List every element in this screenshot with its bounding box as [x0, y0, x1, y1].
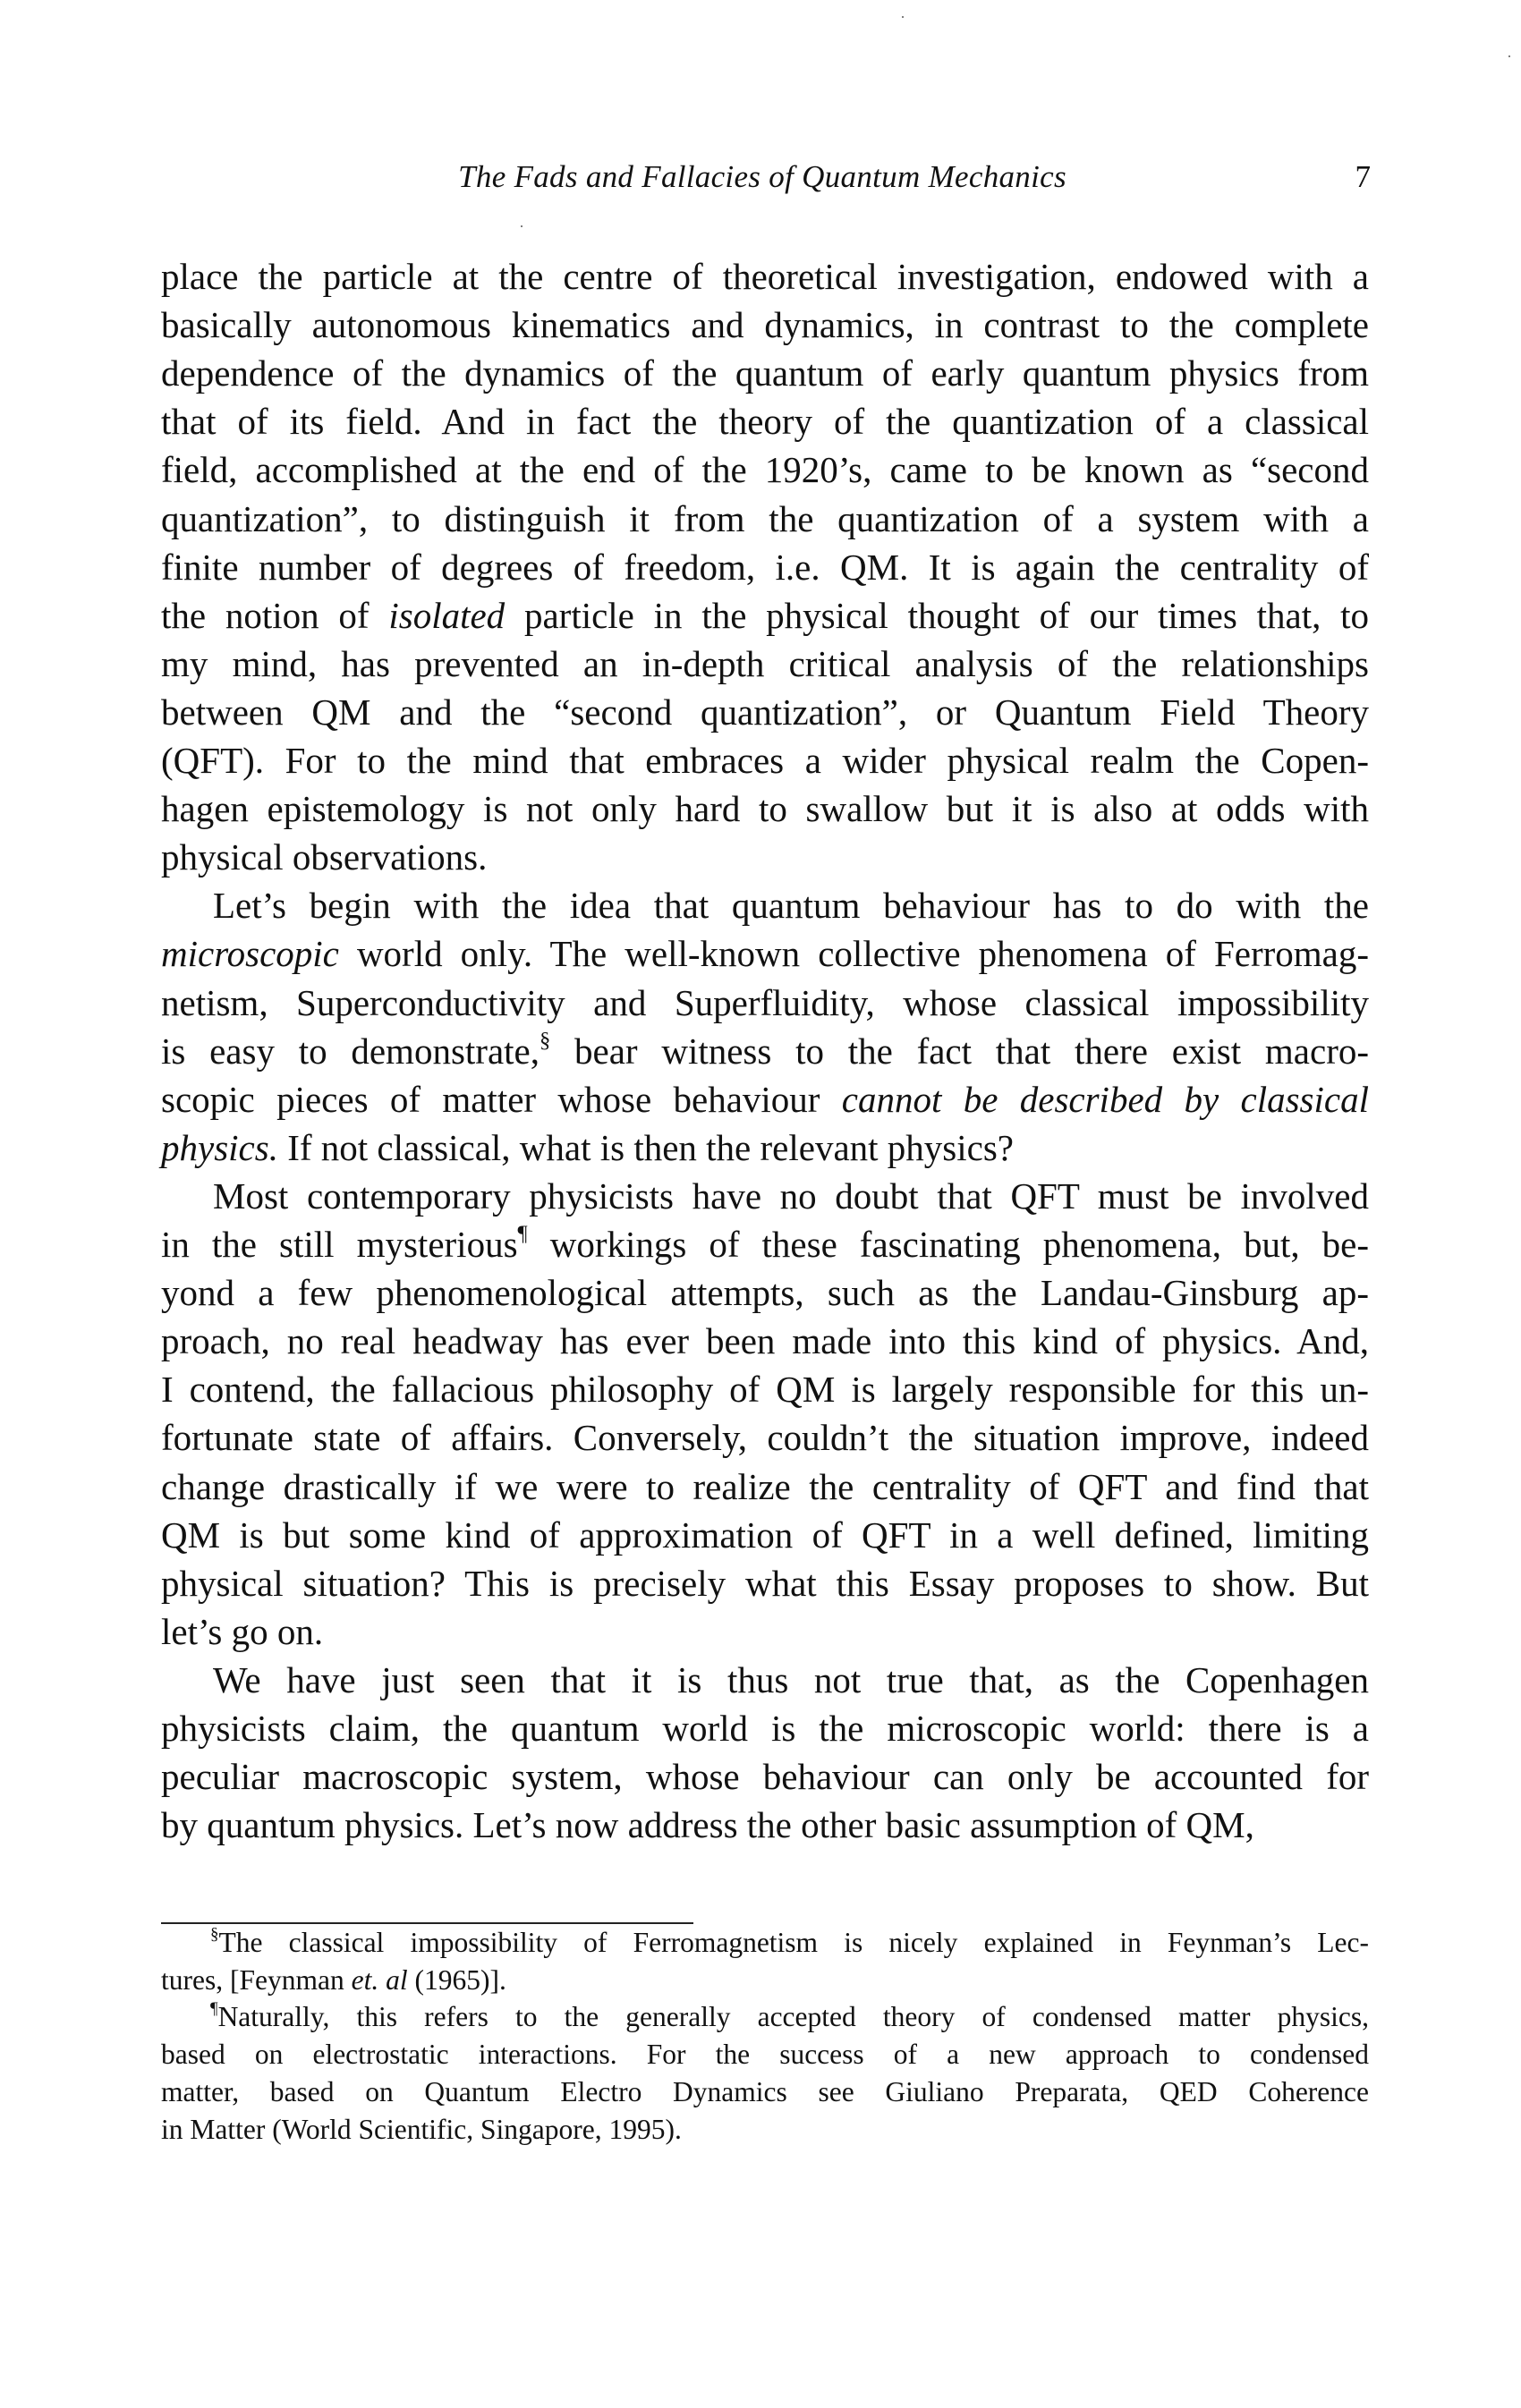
running-title: The Fads and Fallacies of Quantum Mechanics: [458, 159, 1066, 194]
text-line: [161, 1511, 1369, 1559]
text-line: [161, 1607, 1369, 1656]
text-run: dependence of the dynamics of the quantum of early quantum physics from: [161, 352, 1369, 394]
text-run: I contend, the fallacious philosophy of QM is largely responsible for this un-: [161, 1369, 1369, 1410]
text-run: hagen epistemology is not only hard to swallow but it is also at odds with: [161, 788, 1369, 829]
text-line: [161, 1413, 1369, 1462]
text-line: [161, 881, 1369, 929]
text-line: [161, 301, 1369, 349]
text-run: fortunate state of affairs. Conversely, couldn’t the situation improve, indeed: [161, 1417, 1369, 1458]
text-line: [161, 1463, 1369, 1511]
text-line: [161, 1365, 1369, 1413]
text-run: quantization”, to distinguish it from the quantization of a system with a: [161, 498, 1369, 539]
text-line: [161, 1220, 1369, 1268]
text-run: (QFT). For to the mind that embraces a wider physical realm the Copen-: [161, 740, 1369, 781]
text-run: finite number of degrees of freedom, i.e. QM. It is again the centrality of: [161, 547, 1369, 588]
text-run: between QM and the “second quantization”, or Quantum Field Theory: [161, 691, 1369, 733]
text-line: [161, 1317, 1369, 1365]
text-run: is easy to demonstrate,: [161, 1030, 540, 1072]
text-line: [161, 2073, 1369, 2111]
text-line: [161, 397, 1369, 445]
text-run: matter, based on Quantum Electro Dynamics see Giuliano Preparata, QED Coherence: [161, 2076, 1369, 2107]
text-line: [161, 543, 1369, 591]
text-line: [161, 1656, 1369, 1704]
text-line: [161, 1752, 1369, 1801]
text-line: [161, 445, 1369, 494]
page-number: 7: [1355, 159, 1371, 194]
italic-text: physics.: [161, 1127, 278, 1168]
text-run: by quantum physics. Let’s now address the other basic assumption of QM,: [161, 1804, 1254, 1845]
text-run: physical situation? This is precisely what this Essay proposes to show. But: [161, 1563, 1369, 1604]
text-run: If not classical, what is then the relevant physics?: [277, 1127, 1014, 1168]
italic-text: isolated: [388, 595, 506, 636]
text-run: bear witness to the fact that there exist macro-: [550, 1030, 1369, 1072]
text-run: basically autonomous kinematics and dynamics, in contrast to the complete: [161, 304, 1369, 345]
text-run: that of its field. And in fact the theory of the quantization of a classical: [161, 401, 1369, 442]
italic-text: cannot be described by classical: [841, 1079, 1369, 1120]
text-line: [161, 1172, 1369, 1220]
text-run: let’s go on.: [161, 1611, 324, 1652]
text-line: [161, 833, 1369, 881]
text-line: [161, 979, 1369, 1027]
text-run: physicists claim, the quantum world is the microscopic world: there is a: [161, 1708, 1369, 1749]
text-run: yond a few phenomenological attempts, such as the Landau-Ginsburg ap-: [161, 1272, 1369, 1313]
scan-speck: [521, 225, 523, 227]
text-line: [161, 1704, 1369, 1752]
text-line: [161, 1123, 1369, 1172]
text-run: particle in the physical thought of our times that, to: [505, 595, 1369, 636]
text-run: the notion of: [161, 595, 389, 636]
text-line: [161, 929, 1369, 978]
text-run: field, accomplished at the end of the 1920’s, came to be known as “second: [161, 449, 1369, 490]
scan-speck: [902, 16, 904, 18]
text-run: my mind, has prevented an in-depth critical analysis of the relationships: [161, 643, 1369, 684]
text-run: The classical impossibility of Ferromagnetism is nicely explained in Feynman’s Lec-: [218, 1927, 1369, 1958]
text-run: workings of these fascinating phenomena, but, be-: [527, 1224, 1370, 1265]
text-run: peculiar macroscopic system, whose behaviour can only be accounted for: [161, 1756, 1369, 1797]
text-run: world only. The well-known collective phenomena of Ferromag-: [338, 933, 1369, 974]
text-run: in the still mysterious: [161, 1224, 518, 1265]
text-run: netism, Superconductivity and Superfluidity, whose classical impossibility: [161, 982, 1369, 1023]
text-line: [161, 1998, 1369, 2036]
italic-text: microscopic: [161, 933, 339, 974]
text-line: [161, 495, 1369, 543]
text-line: [161, 591, 1369, 640]
text-line: [161, 2111, 1369, 2149]
running-head: [161, 157, 1371, 197]
text-line: [161, 1268, 1369, 1317]
text-line: [161, 1027, 1369, 1075]
footnote-marker: ¶: [210, 1998, 218, 2018]
italic-text: et. al: [351, 1964, 408, 1996]
text-line: [161, 1559, 1369, 1607]
text-run: Let’s begin with the idea that quantum behaviour has to do with the: [213, 885, 1369, 926]
text-run: tures, [Feynman: [161, 1964, 352, 1996]
text-run: change drastically if we were to realize the centrality of QFT and find that: [161, 1466, 1369, 1507]
text-run: QM is but some kind of approximation of QFT in a well defined, limiting: [161, 1514, 1369, 1556]
text-line: [161, 688, 1369, 736]
text-run: Most contemporary physicists have no doubt that QFT must be involved: [213, 1175, 1369, 1217]
text-run: We have just seen that it is thus not true that, as the Copenhagen: [213, 1659, 1369, 1700]
text-run: based on electrostatic interactions. For the success of a new approach to condensed: [161, 2039, 1369, 2070]
text-line: [161, 1962, 1369, 1999]
footnote-marker: §: [539, 1028, 551, 1053]
text-line: [161, 736, 1369, 784]
text-line: [161, 252, 1369, 301]
text-run: proach, no real headway has ever been made into this kind of physics. And,: [161, 1320, 1369, 1361]
text-line: [161, 1075, 1369, 1123]
text-run: (1965)].: [407, 1964, 506, 1996]
text-line: [161, 1801, 1369, 1849]
text-run: Naturally, this refers to the generally accepted theory of condensed matter physics,: [217, 2001, 1369, 2032]
scan-speck: [1508, 55, 1510, 57]
text-line: [161, 784, 1369, 833]
text-run: scopic pieces of matter whose behaviour: [161, 1079, 842, 1120]
footnote-marker: ¶: [517, 1221, 528, 1246]
text-line: [161, 2036, 1369, 2073]
footnote-marker: §: [210, 1924, 219, 1944]
text-run: in Matter (World Scientific, Singapore, 1995).: [161, 2114, 682, 2145]
text-run: physical observations.: [161, 836, 488, 878]
text-line: [161, 1924, 1369, 1962]
text-line: [161, 640, 1369, 688]
text-line: [161, 349, 1369, 397]
text-run: place the particle at the centre of theoretical investigation, endowed with a: [161, 256, 1369, 297]
